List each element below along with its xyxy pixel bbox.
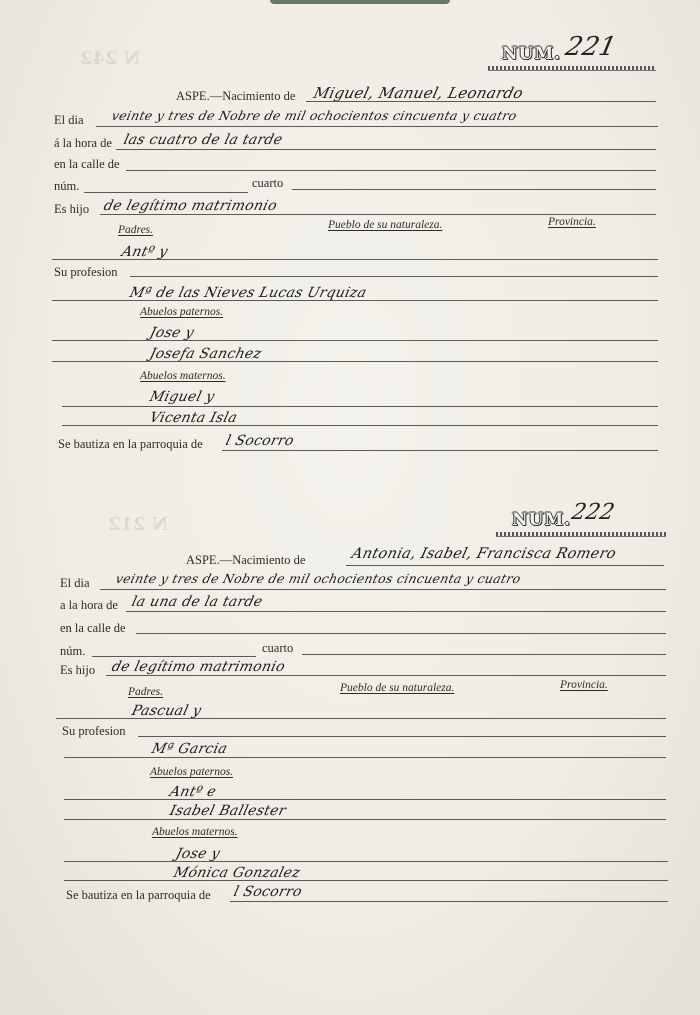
day-label: El dia xyxy=(60,576,90,590)
rule xyxy=(100,214,656,215)
ornamental-rule xyxy=(488,66,656,71)
day-value: veinte y tres de Nobre de mil ochocientos cincuenta y cuatro xyxy=(114,571,523,586)
paternal-grandmother: Isabel Ballester xyxy=(168,803,288,819)
rule xyxy=(138,736,666,737)
rule xyxy=(52,259,658,260)
rule xyxy=(62,406,658,407)
rule xyxy=(302,654,666,655)
bleed-through-mark: N 242 xyxy=(80,48,141,69)
son-label: Es hijo xyxy=(54,202,90,216)
paternal-grandfather: Antº e xyxy=(168,784,218,800)
rule xyxy=(126,611,666,612)
rule xyxy=(96,126,658,127)
rule xyxy=(116,149,656,150)
room-label: cuarto xyxy=(262,641,294,655)
hour-value: las cuatro de la tarde xyxy=(122,132,285,148)
parish-label: Se bautiza en la parroquia de xyxy=(66,888,211,902)
rule xyxy=(136,633,666,634)
paternal-grandparents-label: Abuelos paternos. xyxy=(140,306,224,318)
maternal-grandparents-label: Abuelos maternos. xyxy=(152,826,238,838)
rule xyxy=(222,450,658,451)
father-name: Pascual y xyxy=(130,703,204,719)
parish-value: l Socorro xyxy=(232,884,304,900)
rule xyxy=(64,861,668,862)
paternal-grandmother: Josefa Sanchez xyxy=(148,346,264,362)
rule xyxy=(64,799,666,800)
rule xyxy=(106,675,666,676)
rule xyxy=(56,718,666,719)
rule xyxy=(62,425,658,426)
province-label: Provincia. xyxy=(548,216,596,228)
parents-label: Padres. xyxy=(128,686,164,698)
mother-name: Mª de las Nieves Lucas Urquiza xyxy=(128,285,369,301)
rule xyxy=(52,300,658,301)
profession-label: Su profesion xyxy=(62,724,126,738)
record-number-label: NUM. xyxy=(502,44,562,64)
record-number-label: NUM. xyxy=(512,510,572,530)
rule xyxy=(64,880,668,881)
father-name: Antº y xyxy=(120,244,170,260)
rule xyxy=(52,361,658,362)
rule xyxy=(64,757,666,758)
rule xyxy=(292,189,656,190)
rule xyxy=(346,565,664,566)
hour-label: a la hora de xyxy=(60,598,118,612)
town-column-label: Pueblo de su naturaleza. xyxy=(328,219,443,231)
child-name: Antonia, Isabel, Francisca Romero xyxy=(350,546,618,562)
parish-label: Se bautiza en la parroquia de xyxy=(58,437,203,451)
son-label: Es hijo xyxy=(60,663,96,677)
street-label: en la calle de xyxy=(54,157,120,171)
profession-label: Su profesion xyxy=(54,265,118,279)
province-label: Provincia. xyxy=(560,679,608,691)
town-label: ASPE.—Nacimiento de xyxy=(176,89,296,103)
rule xyxy=(92,656,256,657)
record-number: 222 xyxy=(569,500,617,525)
rule xyxy=(306,101,656,102)
ornamental-rule xyxy=(496,532,666,537)
binding-strip xyxy=(270,0,450,4)
mother-name: Mª Garcia xyxy=(150,741,230,757)
maternal-grandmother: Vicenta Isla xyxy=(148,410,240,426)
rule xyxy=(130,276,658,277)
child-name: Miguel, Manuel, Leonardo xyxy=(311,84,526,102)
rule xyxy=(100,589,666,590)
parish-value: l Socorro xyxy=(224,433,296,449)
town-column-label: Pueblo de su naturaleza. xyxy=(340,682,455,694)
maternal-grandmother: Mónica Gonzalez xyxy=(172,865,302,881)
son-value: de legítimo matrimonio xyxy=(110,659,287,675)
maternal-grandparents-label: Abuelos maternos. xyxy=(140,370,226,382)
rule xyxy=(230,901,668,902)
hour-label: á la hora de xyxy=(54,136,112,150)
parents-label: Padres. xyxy=(118,224,154,236)
maternal-grandfather: Jose y xyxy=(174,846,222,862)
rule xyxy=(126,170,656,171)
record-number: 221 xyxy=(562,32,619,62)
day-label: El dia xyxy=(54,113,84,127)
paternal-grandparents-label: Abuelos paternos. xyxy=(150,766,234,778)
town-label: ASPE.—Nacimiento de xyxy=(186,553,306,567)
num-label: núm. xyxy=(54,179,80,193)
rule xyxy=(84,192,248,193)
street-label: en la calle de xyxy=(60,621,126,635)
rule xyxy=(52,340,658,341)
paternal-grandfather: Jose y xyxy=(148,325,196,341)
hour-value: la una de la tarde xyxy=(130,594,265,610)
son-value: de legítimo matrimonio xyxy=(102,198,279,214)
bleed-through-mark: N 212 xyxy=(108,514,169,535)
num-label: núm. xyxy=(60,644,86,658)
rule xyxy=(64,819,666,820)
day-value: veinte y tres de Nobre de mil ochocientos cincuenta y cuatro xyxy=(110,108,519,123)
maternal-grandfather: Miguel y xyxy=(148,389,217,405)
room-label: cuarto xyxy=(252,176,284,190)
